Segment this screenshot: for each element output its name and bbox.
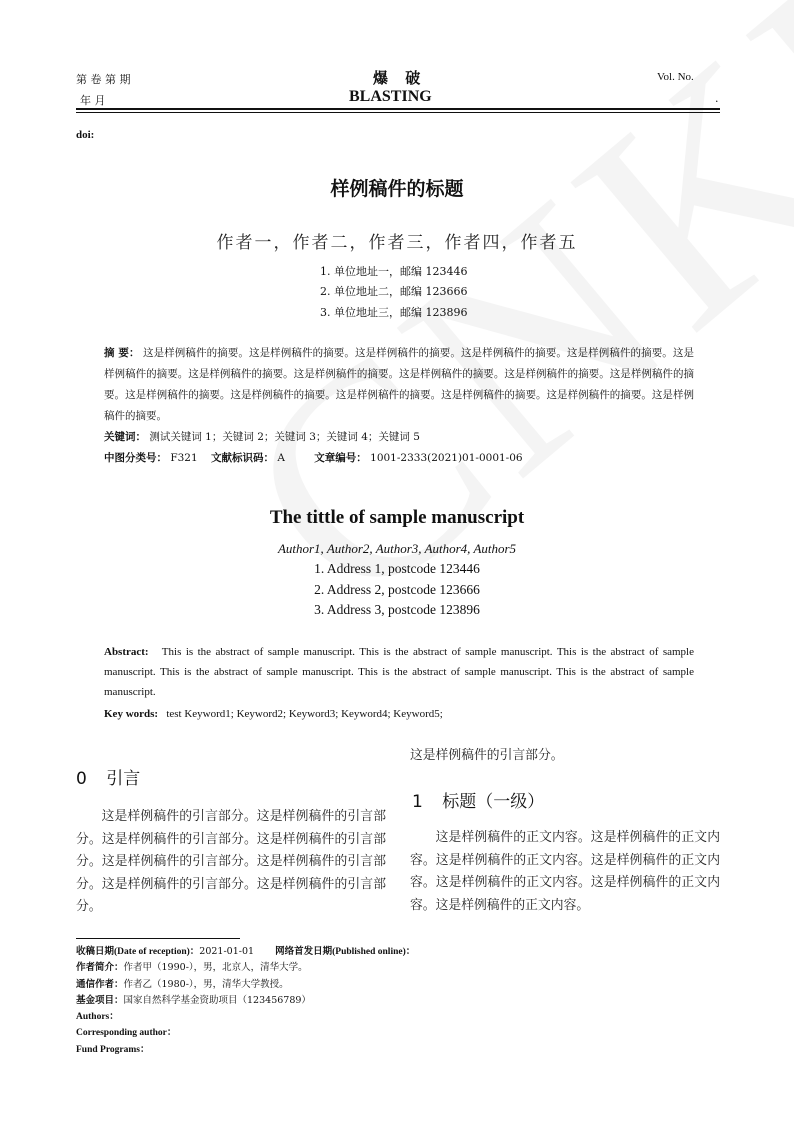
keywords-en-label: Key words:: [104, 708, 159, 720]
clc-value: F321: [170, 452, 198, 464]
header-rule-thick: [76, 108, 720, 110]
footnote-fund: 基金项目：国家自然科学基金资助项目（123456789）: [76, 994, 311, 1006]
section-number-intro: 0: [76, 769, 87, 789]
article-no-label: 文章编号：: [314, 452, 367, 464]
authors-en: Author1, Author2, Author3, Author4, Author5: [277, 541, 517, 556]
journal-title-en: BLASTING: [349, 88, 432, 105]
keywords-cn-label: 关键词：: [104, 431, 146, 443]
abstract-en-text: This is the abstract of sample manuscript. This is the abstract of sample manuscript. This is the abstract of sample manuscript. This is the abstract of sample manuscript. This is the abstract of sample manuscript. This is the abstract of sample manuscript.: [104, 646, 694, 698]
abstract-cn: [104, 343, 694, 427]
section-title-intro: 引言: [106, 769, 141, 789]
footnote-corresponding: 通信作者：作者乙（1980-），男，清华大学教授。: [76, 978, 289, 990]
section-number-1: 1: [412, 792, 423, 812]
keywords-en-text: test Keyword1; Keyword2; Keyword3; Keyword4; Keyword5;: [166, 708, 443, 720]
address-cn-3: 3. 单位地址三，邮编 123896: [320, 306, 468, 319]
doc-code-value: A: [277, 452, 285, 464]
article-no-value: 1001-2333(2021)01-0001-06: [370, 452, 523, 464]
footnote-received: 收稿日期(Date of reception)：2021-01-01 网络首发日期(Published online)：: [76, 946, 416, 957]
header-vol-issue-cn: 第 卷 第 期: [76, 73, 131, 86]
footnote-rule: [76, 938, 240, 939]
section-heading-intro: [76, 764, 140, 789]
abstract-en-label: Abstract:: [104, 646, 149, 658]
keywords-cn: [104, 427, 694, 448]
paper-title-cn: 样例稿件的标题: [330, 178, 464, 200]
keywords-cn-text: 测试关键词 1；关键词 2；关键词 3；关键词 4；关键词 5: [149, 431, 420, 443]
address-en-1: 1. Address 1, postcode 123446: [314, 561, 480, 576]
address-en-2: 2. Address 2, postcode 123666: [314, 582, 480, 597]
intro-paragraph: 这是样例稿件的引言部分。这是样例稿件的引言部分。这是样例稿件的引言部分。这是样例稿件的引言部分。这是样例稿件的引言部分。这是样例稿件的引言部分。这是样例稿件的引言部分。这是样例稿件的引言部分。: [76, 809, 386, 914]
address-cn-1: 1. 单位地址一，邮编 123446: [320, 265, 468, 278]
footnote-authors-en: Authors：: [76, 1012, 119, 1023]
address-en-3: 3. Address 3, postcode 123896: [314, 602, 480, 617]
abstract-en: [104, 642, 694, 702]
footnote-fund-en: Fund Programs：: [76, 1044, 150, 1055]
header-year-month-cn: 年 月: [80, 94, 106, 107]
keywords-en: [104, 704, 694, 724]
header-dot: .: [715, 92, 719, 105]
header-vol-no-en: Vol. No.: [657, 71, 694, 83]
section-heading-1: [412, 787, 544, 812]
header-rule-thin: [76, 112, 720, 113]
paper-title-en: The tittle of sample manuscript: [269, 507, 525, 528]
footnotes: [76, 944, 415, 1058]
doc-code-label: 文献标识码：: [211, 452, 275, 464]
journal-title-cn: 爆 破: [373, 69, 427, 87]
footnote-corresponding-en: Corresponding author：: [76, 1028, 177, 1039]
footnote-bio: 作者简介：作者甲（1990-），男，北京人，清华大学。: [76, 962, 308, 974]
authors-cn: 作者一，作者二，作者三，作者四，作者五: [216, 233, 578, 253]
abstract-cn-text: 这是样例稿件的摘要。这是样例稿件的摘要。这是样例稿件的摘要。这是样例稿件的摘要。这是样例稿件的摘要。这是样例稿件的摘要。这是样例稿件的摘要。这是样例稿件的摘要。这是样例稿件的摘要。这是样例稿件的摘要。这是样例稿件的摘要。这是样例稿件的摘要。这是样例稿件的摘要。这是样例稿件的摘要。这是样例稿件的摘要。这是样例稿件的摘要。这是样例稿件的摘要。: [104, 347, 695, 422]
address-cn-2: 2. 单位地址二，邮编 123666: [320, 285, 468, 298]
doi-label: doi:: [76, 129, 95, 141]
section-1-paragraph: 这是样例稿件的正文内容。这是样例稿件的正文内容。这是样例稿件的正文内容。这是样例稿件的正文内容。这是样例稿件的正文内容。这是样例稿件的正文内容。这是样例稿件的正文内容。: [410, 830, 720, 913]
section-title-1: 标题（一级）: [442, 792, 545, 812]
abstract-cn-label: 摘 要：: [104, 347, 140, 359]
intro-paragraph-continued: 这是样例稿件的引言部分。: [410, 748, 564, 763]
classification-line: [104, 448, 694, 469]
clc-label: 中图分类号：: [104, 452, 167, 464]
